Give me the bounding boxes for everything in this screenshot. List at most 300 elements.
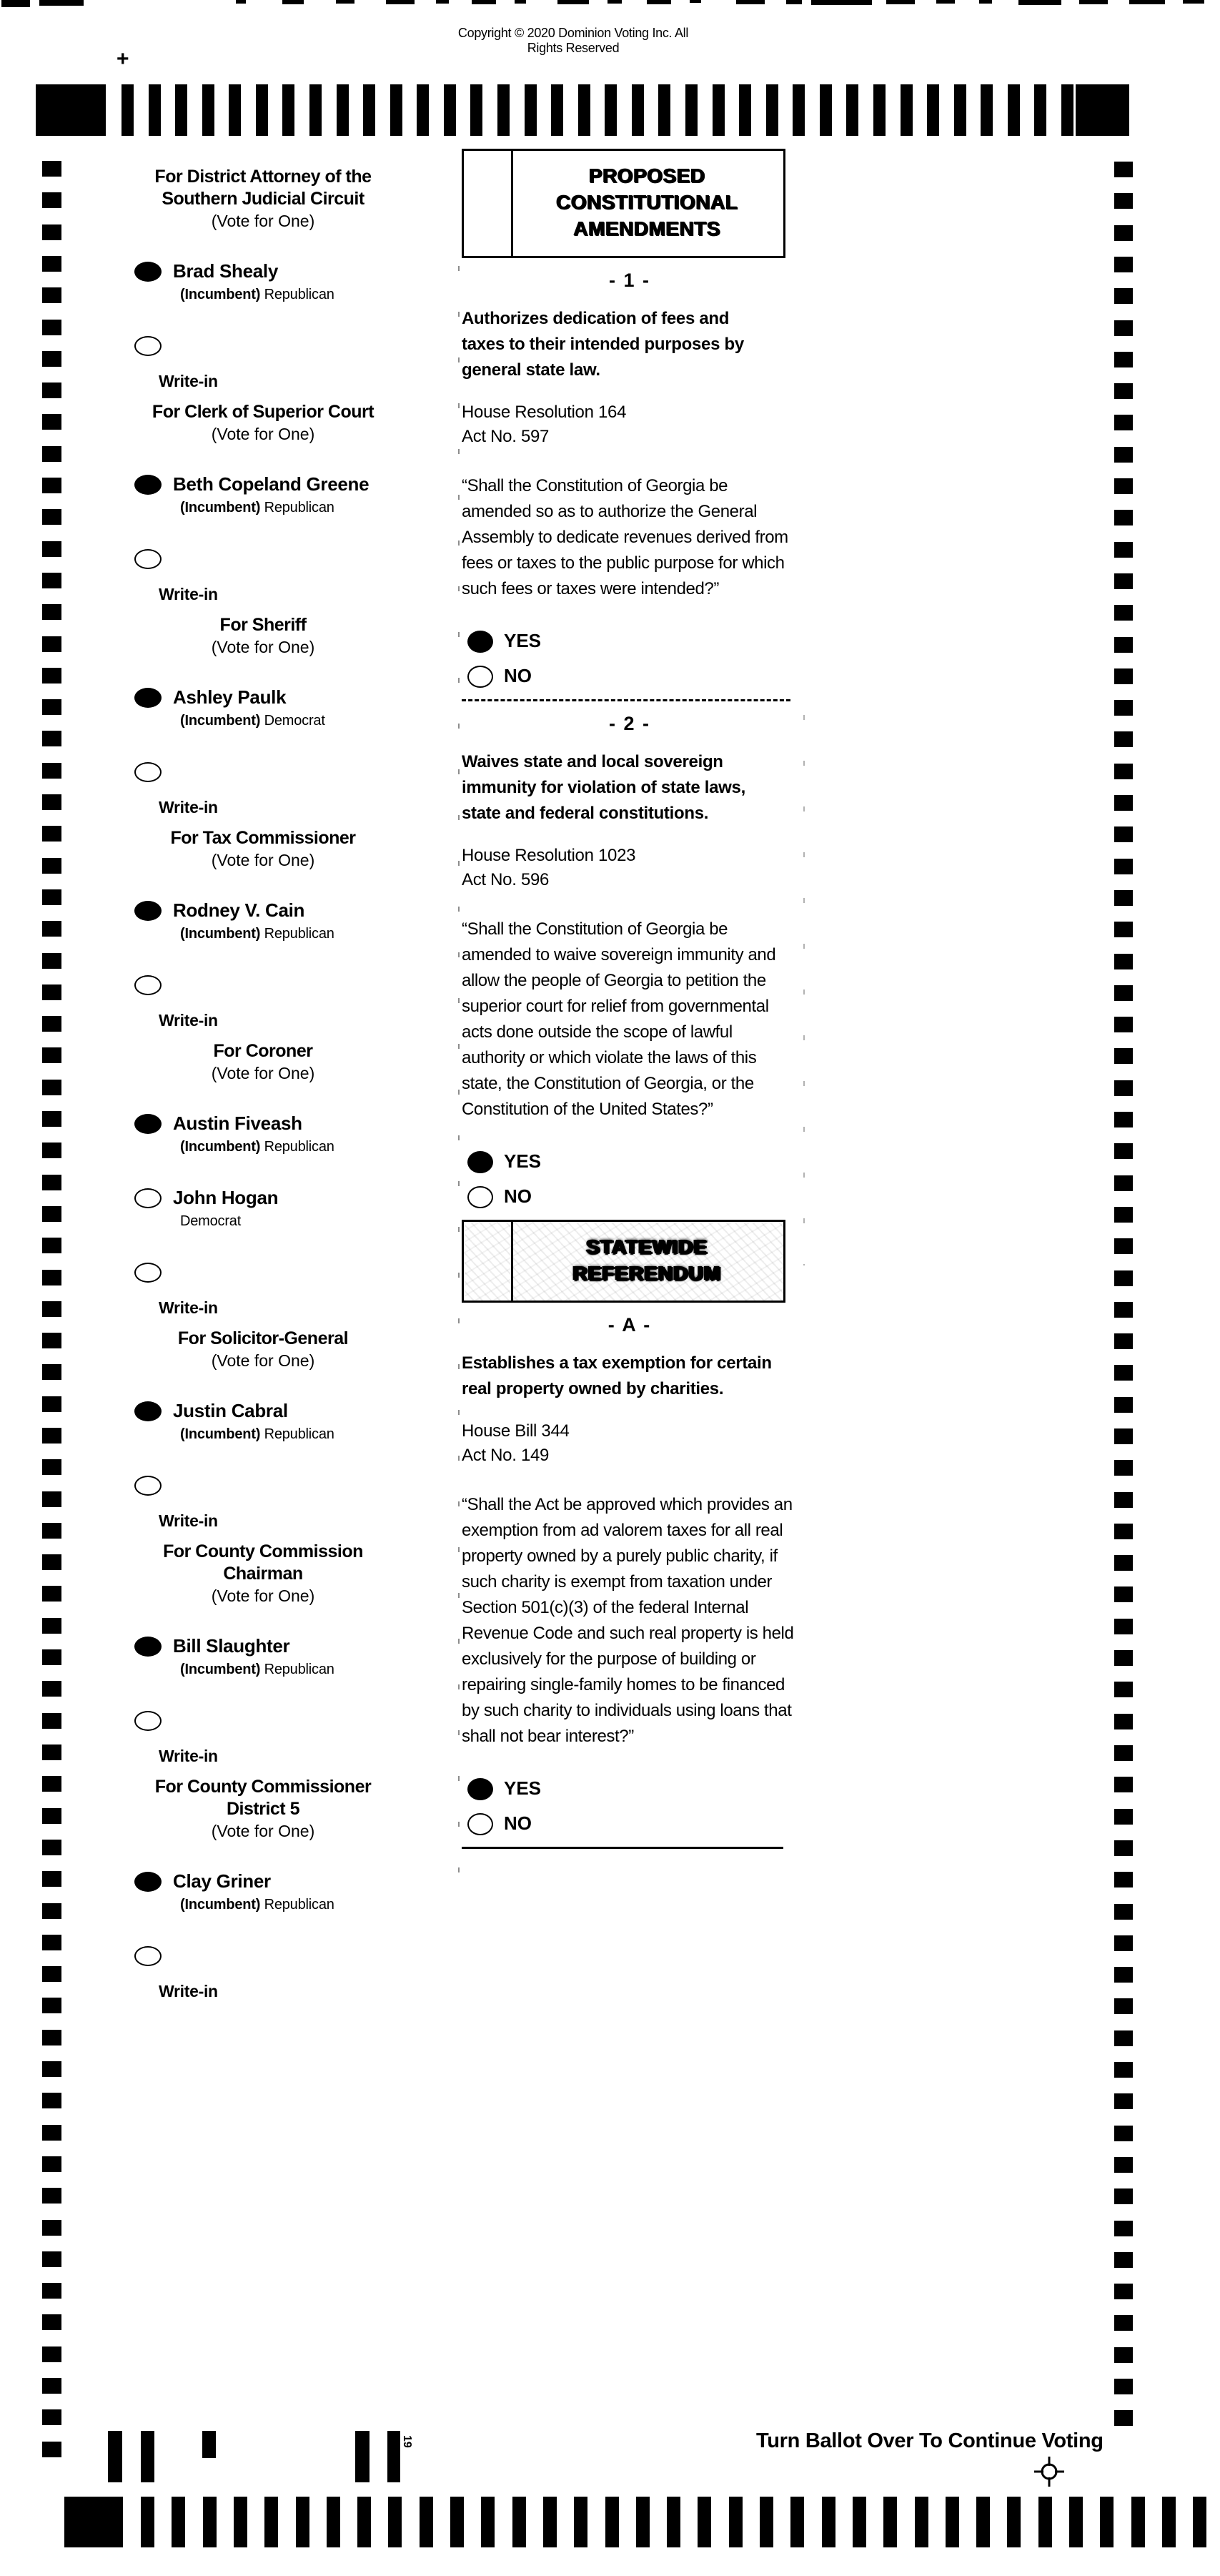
- timing-mark: [1114, 447, 1133, 463]
- candidate-row: [134, 260, 392, 303]
- timing-block: [1076, 84, 1129, 136]
- timing-mark: [42, 731, 61, 746]
- candidate-info: [173, 1870, 334, 1913]
- header-box-title-line: STATEWIDE: [586, 1235, 708, 1258]
- timing-mark: [1114, 1586, 1133, 1602]
- timing-mark: [42, 1143, 61, 1158]
- contest-heading-line: For Solicitor-General: [177, 1328, 349, 1348]
- stub-barcode-bar: [355, 2431, 370, 2482]
- timing-mark: [1114, 2093, 1133, 2109]
- timing-mark: [1114, 1904, 1133, 1920]
- scan-artifact: [39, 0, 84, 6]
- timing-mark: [1114, 2062, 1133, 2078]
- timing-mark: [1114, 1460, 1133, 1476]
- contest: [134, 166, 392, 391]
- timing-mark: [42, 1776, 61, 1792]
- write-in-bubble[interactable]: [134, 1946, 162, 1966]
- timing-mark: [1007, 2497, 1021, 2547]
- candidate-info: [173, 1112, 334, 1155]
- timing-mark: [42, 1966, 61, 1982]
- timing-mark: [1114, 826, 1133, 842]
- candidate-name: Justin Cabral: [173, 1400, 288, 1421]
- timing-mark: [42, 2409, 61, 2425]
- timing-mark: [42, 192, 61, 208]
- scan-artifact: [1018, 0, 1061, 5]
- timing-mark: [1114, 764, 1133, 779]
- candidate-info: [173, 473, 369, 516]
- timing-mark: [1008, 84, 1020, 136]
- timing-mark: [790, 2497, 804, 2547]
- write-in-bubble[interactable]: [134, 336, 162, 356]
- timing-mark: [42, 2125, 61, 2141]
- timing-mark: [1114, 985, 1133, 1001]
- timing-mark: [42, 1111, 61, 1127]
- contest-heading: [134, 401, 392, 423]
- timing-mark: [1114, 288, 1133, 304]
- timing-mark: [42, 1935, 61, 1950]
- timing-mark: [42, 2093, 61, 2108]
- timing-mark: [121, 84, 134, 136]
- timing-mark: [296, 2497, 309, 2547]
- contest-heading: [134, 1040, 392, 1062]
- timing-mark: [1114, 1935, 1133, 1951]
- candidate-bubble-filled[interactable]: [134, 262, 162, 282]
- scan-artifact: [436, 0, 449, 4]
- measure-reference: [462, 400, 798, 449]
- candidate-bubble-filled[interactable]: [134, 1401, 162, 1421]
- candidate-info: [173, 899, 334, 942]
- candidate-detail: [180, 1213, 278, 1230]
- timing-mark: [42, 478, 61, 493]
- vote-for-instruction: (Vote for One): [211, 851, 315, 869]
- candidate-name: Austin Fiveash: [173, 1112, 302, 1134]
- vote-for-instruction: (Vote for One): [211, 425, 315, 443]
- timing-mark: [42, 1713, 61, 1729]
- timing-mark: [632, 84, 644, 136]
- timing-mark: [470, 84, 482, 136]
- timing-mark: [42, 351, 61, 367]
- timing-mark: [1114, 1270, 1133, 1286]
- timing-mark: [1114, 1524, 1133, 1539]
- timing-mark: [1114, 731, 1133, 747]
- stub-barcode-bar: [202, 2431, 216, 2458]
- timing-mark: [42, 1333, 61, 1348]
- timing-mark: [42, 2346, 61, 2362]
- section-separator: [462, 699, 790, 701]
- candidate-info: [173, 1400, 334, 1443]
- reference-line: House Resolution 1023: [462, 846, 636, 865]
- measures-column: [462, 149, 798, 1852]
- write-in-label: Write-in: [159, 1511, 218, 1530]
- candidate-detail: [180, 1662, 334, 1678]
- timing-mark: [42, 2378, 61, 2394]
- timing-mark: [390, 84, 402, 136]
- timing-mark: [42, 1618, 61, 1634]
- timing-mark: [42, 2251, 61, 2267]
- timing-mark: [42, 1808, 61, 1824]
- candidate-detail: [180, 287, 334, 303]
- timing-mark: [698, 2497, 711, 2547]
- timing-mark: [42, 224, 61, 240]
- measure-summary: Establishes a tax exemption for certain real property owned by charities.: [462, 1353, 772, 1398]
- timing-mark: [927, 84, 939, 136]
- vote-for-instruction: (Vote for One): [211, 1351, 315, 1370]
- timing-mark: [1100, 2497, 1114, 2547]
- candidate-row: [134, 899, 392, 942]
- timing-mark: [1114, 1428, 1133, 1444]
- candidate-detail: [180, 500, 369, 516]
- timing-mark: [1114, 1714, 1133, 1729]
- timing-mark: [42, 668, 61, 684]
- timing-mark: [1162, 2497, 1176, 2547]
- timing-mark: [42, 1016, 61, 1032]
- party-label: Republican: [264, 1897, 334, 1913]
- write-in-bubble[interactable]: [134, 1476, 162, 1496]
- write-in-label: Write-in: [159, 1747, 218, 1765]
- timing-mark: [149, 84, 161, 136]
- candidate-name: Ashley Paulk: [173, 686, 287, 708]
- incumbent-label: (Incumbent): [180, 926, 264, 942]
- timing-mark: [42, 1523, 61, 1539]
- contest-heading-line: For County Commission: [163, 1541, 363, 1561]
- timing-mark: [234, 2497, 247, 2547]
- contest: [134, 614, 392, 817]
- timing-mark: [282, 84, 294, 136]
- no-bubble-empty[interactable]: [467, 1813, 493, 1835]
- candidate-bubble-filled[interactable]: [134, 475, 162, 495]
- yes-bubble-filled[interactable]: [467, 631, 493, 653]
- write-in-label: Write-in: [159, 1298, 218, 1317]
- candidate-bubble-filled[interactable]: [134, 1114, 162, 1134]
- timing-mark: [578, 84, 590, 136]
- timing-mark: [1114, 573, 1133, 589]
- timing-mark: [1114, 605, 1133, 621]
- timing-mark: [42, 636, 61, 652]
- timing-mark: [42, 1270, 61, 1285]
- candidate-bubble-filled[interactable]: [134, 1872, 162, 1892]
- choice-row-yes: [467, 1150, 798, 1173]
- timing-mark: [1114, 2157, 1133, 2173]
- candidate-row: [134, 1112, 392, 1155]
- candidate-row: [134, 1635, 392, 1678]
- timing-mark: [42, 2283, 61, 2299]
- timing-mark: [1114, 2188, 1133, 2204]
- timing-mark: [42, 858, 61, 874]
- write-in-row: [134, 1474, 392, 1496]
- timing-mark: [954, 84, 966, 136]
- measure-reference: [462, 844, 798, 892]
- party-label: Republican: [264, 1426, 334, 1442]
- contest-heading: [134, 166, 392, 210]
- scan-artifact: [1079, 0, 1108, 4]
- scan-artifact: [786, 0, 802, 4]
- timing-mark: [327, 2497, 340, 2547]
- write-in-row: [134, 1709, 392, 1731]
- candidate-row: [134, 1187, 392, 1230]
- timing-mark: [981, 84, 993, 136]
- timing-mark: [1114, 2347, 1133, 2363]
- timing-mark: [525, 84, 537, 136]
- timing-mark: [42, 1871, 61, 1887]
- choice-no-label: NO: [504, 1812, 532, 1834]
- timing-mark: [822, 2497, 835, 2547]
- measure-summary: Authorizes dedication of fees and taxes to their intended purposes by general state law.: [462, 309, 744, 380]
- candidate-bubble-filled[interactable]: [134, 688, 162, 708]
- timing-mark: [820, 84, 832, 136]
- party-label: Republican: [264, 287, 334, 302]
- timing-mark: [1114, 1365, 1133, 1381]
- measure-question: “Shall the Act be approved which provides an exemption from ad valorem taxes for all real property owned by a purely public charity, if such charity is exempt from taxation under Section 501(c)(3) of the federal Internal Revenue Code and such real property is held exclusively for the purpose of building or repairing single-family homes to be financed by such charity to individuals using loans that shall not bear interest?”: [462, 1495, 794, 1746]
- timing-mark: [1114, 1333, 1133, 1349]
- timing-mark: [42, 2314, 61, 2330]
- candidate-name: Rodney V. Cain: [173, 899, 305, 921]
- incumbent-label: (Incumbent): [180, 1897, 264, 1913]
- timing-mark: [256, 84, 268, 136]
- write-in-bubble[interactable]: [134, 549, 162, 569]
- timing-mark: [1114, 2252, 1133, 2268]
- choice-row-no: [467, 1185, 798, 1208]
- contest-heading: [134, 1541, 392, 1585]
- vote-for-instruction: (Vote for One): [211, 212, 315, 230]
- vote-for-instruction: (Vote for One): [211, 638, 315, 656]
- timing-mark: [42, 414, 61, 430]
- timing-block: [64, 2497, 123, 2547]
- timing-mark: [685, 84, 698, 136]
- candidate-row: [134, 473, 392, 516]
- timing-mark: [1114, 954, 1133, 969]
- scan-artifact: [736, 0, 765, 4]
- header-box-title-line: REFERENDUM: [572, 1262, 722, 1284]
- yes-bubble-filled[interactable]: [467, 1151, 493, 1173]
- timing-mark: [1114, 415, 1133, 430]
- choice-no-label: NO: [504, 1185, 532, 1207]
- timing-mark: [846, 84, 858, 136]
- timing-mark: [42, 2220, 61, 2236]
- timing-mark: [1114, 1207, 1133, 1223]
- contest-heading-line: For Sheriff: [219, 615, 307, 635]
- copyright-text: Copyright © 2020 Dominion Voting Inc. All Rights Reserved: [457, 26, 689, 55]
- timing-mark: [1114, 2030, 1133, 2046]
- scan-artifact: [607, 0, 622, 4]
- stub-barcode-bar: [108, 2431, 122, 2482]
- timing-mark: [337, 84, 349, 136]
- contest-heading-line: For Tax Commissioner: [170, 828, 356, 848]
- contest: [134, 401, 392, 604]
- timing-mark: [1114, 922, 1133, 937]
- candidate-detail: [180, 1897, 334, 1913]
- candidate-detail: [180, 1139, 334, 1155]
- timing-mark: [1114, 352, 1133, 367]
- write-in-bubble[interactable]: [134, 1263, 162, 1283]
- timing-mark: [481, 2497, 495, 2547]
- timing-mark: [1114, 1809, 1133, 1825]
- timing-mark: [141, 2497, 154, 2547]
- contest: [134, 1541, 392, 1766]
- no-bubble-empty[interactable]: [467, 666, 493, 688]
- timing-mark: [497, 84, 510, 136]
- contest-heading: [134, 1328, 392, 1350]
- contest-heading-line: For County Commissioner: [154, 1777, 372, 1797]
- yes-bubble-filled[interactable]: [467, 1778, 493, 1800]
- timing-mark: [1114, 1998, 1133, 2014]
- candidate-row: [134, 1400, 392, 1443]
- candidate-detail: [180, 713, 325, 729]
- timing-mark: [42, 1428, 61, 1444]
- timing-mark: [729, 2497, 743, 2547]
- timing-mark: [1114, 1397, 1133, 1413]
- measure-question: “Shall the Constitution of Georgia be amended to waive sovereign immunity and allow the people of Georgia to petition the superior court for relief from governmental acts done outside the scope of lawful authority or which violate the laws of this state, the Constitution of Georgia, or the Constitution of the United States?”: [462, 919, 776, 1119]
- write-in-label: Write-in: [159, 1011, 218, 1030]
- timing-mark: [309, 84, 322, 136]
- timing-mark: [42, 383, 61, 398]
- timing-mark: [42, 2442, 61, 2457]
- reference-line: Act No. 596: [462, 870, 550, 889]
- no-bubble-empty[interactable]: [467, 1186, 493, 1208]
- party-label: Republican: [264, 500, 334, 515]
- candidate-row: [134, 686, 392, 729]
- vote-for-instruction: (Vote for One): [211, 1822, 315, 1840]
- timing-mark: [175, 84, 187, 136]
- scan-artifact: [557, 0, 589, 4]
- timing-mark: [42, 1396, 61, 1412]
- timing-mark: [915, 2497, 928, 2547]
- timing-mark: [1114, 1302, 1133, 1318]
- timing-mark: [1114, 1175, 1133, 1191]
- scan-artifact: [979, 0, 992, 4]
- scan-artifact: [1129, 0, 1165, 4]
- timing-block: [36, 84, 106, 136]
- timing-mark: [853, 2497, 866, 2547]
- timing-mark: [1114, 2126, 1133, 2141]
- timing-mark: [42, 604, 61, 620]
- timing-mark: [1114, 2410, 1133, 2426]
- measure-number: - 2 -: [608, 713, 650, 734]
- timing-mark: [1114, 2221, 1133, 2236]
- timing-mark: [1114, 1143, 1133, 1159]
- write-in-bubble[interactable]: [134, 762, 162, 782]
- candidate-bubble-filled[interactable]: [134, 1637, 162, 1657]
- timing-mark: [551, 84, 563, 136]
- contest-heading-line: For District Attorney of the: [154, 167, 372, 187]
- contest-heading-line: For Clerk of Superior Court: [152, 402, 375, 422]
- timing-mark: [42, 1903, 61, 1919]
- timing-mark: [1114, 2315, 1133, 2331]
- contest-heading-line: Southern Judicial Circuit: [162, 189, 364, 209]
- stub-barcode-bar: [141, 2431, 154, 2482]
- timing-mark: [1114, 668, 1133, 684]
- candidate-row: [134, 1870, 392, 1913]
- timing-mark: [1114, 700, 1133, 716]
- measure-number: - A -: [607, 1314, 652, 1336]
- timing-mark: [1114, 859, 1133, 874]
- column-divider-dots-left: [458, 266, 460, 1903]
- write-in-row: [134, 548, 392, 569]
- candidate-bubble-filled[interactable]: [134, 901, 162, 921]
- contest-heading: [134, 827, 392, 849]
- contest-heading-line: For Coroner: [213, 1041, 313, 1061]
- timing-mark: [42, 763, 61, 779]
- measure-reference: [462, 1419, 798, 1468]
- write-in-label: Write-in: [159, 372, 218, 390]
- timing-mark: [42, 1238, 61, 1253]
- timing-mark: [42, 826, 61, 842]
- timing-mark: [42, 1998, 61, 2013]
- timing-mark: [658, 84, 670, 136]
- timing-mark: [766, 84, 778, 136]
- candidate-name: Beth Copeland Greene: [173, 473, 370, 495]
- timing-mark: [1114, 1650, 1133, 1666]
- measure-summary: Waives state and local sovereign immunity for violation of state laws, state and federal constitutions.: [462, 752, 745, 823]
- header-box-referendum: [462, 1220, 785, 1303]
- timing-mark: [512, 2497, 526, 2547]
- vote-for-instruction: (Vote for One): [211, 1064, 315, 1082]
- write-in-bubble[interactable]: [134, 1711, 162, 1731]
- incumbent-label: (Incumbent): [180, 1662, 264, 1677]
- scan-artifact: [886, 0, 915, 4]
- timing-mark: [946, 2497, 959, 2547]
- reference-line: Act No. 149: [462, 1446, 550, 1465]
- choice-yes-label: YES: [504, 1150, 542, 1172]
- timing-mark: [1114, 1967, 1133, 1983]
- timing-mark: [1114, 1112, 1133, 1127]
- timing-mark: [42, 541, 61, 557]
- choice-yes-label: YES: [504, 630, 542, 651]
- timing-mark: [1114, 383, 1133, 399]
- candidate-detail: [180, 1426, 334, 1443]
- scan-artifact: [472, 0, 496, 4]
- timing-mark: [605, 84, 617, 136]
- candidate-bubble-empty[interactable]: [134, 1188, 162, 1208]
- registration-target-icon: [1034, 2457, 1064, 2487]
- timing-mark: [605, 2497, 619, 2547]
- timing-mark: [42, 161, 61, 177]
- timing-mark: [1114, 478, 1133, 494]
- timing-mark: [1114, 1619, 1133, 1634]
- scan-artifact: [236, 0, 246, 4]
- scan-artifact: [515, 0, 526, 4]
- choice-no-label: NO: [504, 665, 532, 686]
- timing-mark: [543, 2497, 557, 2547]
- timing-mark: [42, 1840, 61, 1855]
- incumbent-label: (Incumbent): [180, 500, 264, 515]
- timing-mark: [1114, 162, 1133, 177]
- timing-mark: [1114, 2379, 1133, 2394]
- header-box-title-line: CONSTITUTIONAL: [556, 191, 738, 213]
- timing-mark: [1114, 890, 1133, 906]
- timing-mark: [1114, 2284, 1133, 2299]
- candidate-info: [173, 1635, 334, 1678]
- timing-mark: [42, 2030, 61, 2045]
- timing-mark: [1114, 1080, 1133, 1096]
- measure-question: “Shall the Constitution of Georgia be amended so as to authorize the General Assembly to dedicate revenues derived from fees or taxes to the public purpose for which such fees or taxes were intended?”: [462, 476, 788, 598]
- write-in-bubble[interactable]: [134, 975, 162, 995]
- timing-mark: [42, 1586, 61, 1602]
- candidate-name: Brad Shealy: [173, 260, 278, 282]
- timing-mark: [417, 84, 429, 136]
- timing-mark: [42, 889, 61, 905]
- stub-number: 19: [401, 2435, 413, 2448]
- timing-mark: [42, 446, 61, 462]
- timing-mark: [264, 2497, 278, 2547]
- timing-mark: [1114, 1777, 1133, 1792]
- choice-row-yes: [467, 629, 798, 653]
- timing-mark: [42, 1459, 61, 1475]
- timing-mark: [42, 1206, 61, 1222]
- timing-mark: [42, 2061, 61, 2077]
- timing-mark: [229, 84, 241, 136]
- candidate-name: Bill Slaughter: [173, 1635, 290, 1657]
- write-in-label: Write-in: [159, 585, 218, 603]
